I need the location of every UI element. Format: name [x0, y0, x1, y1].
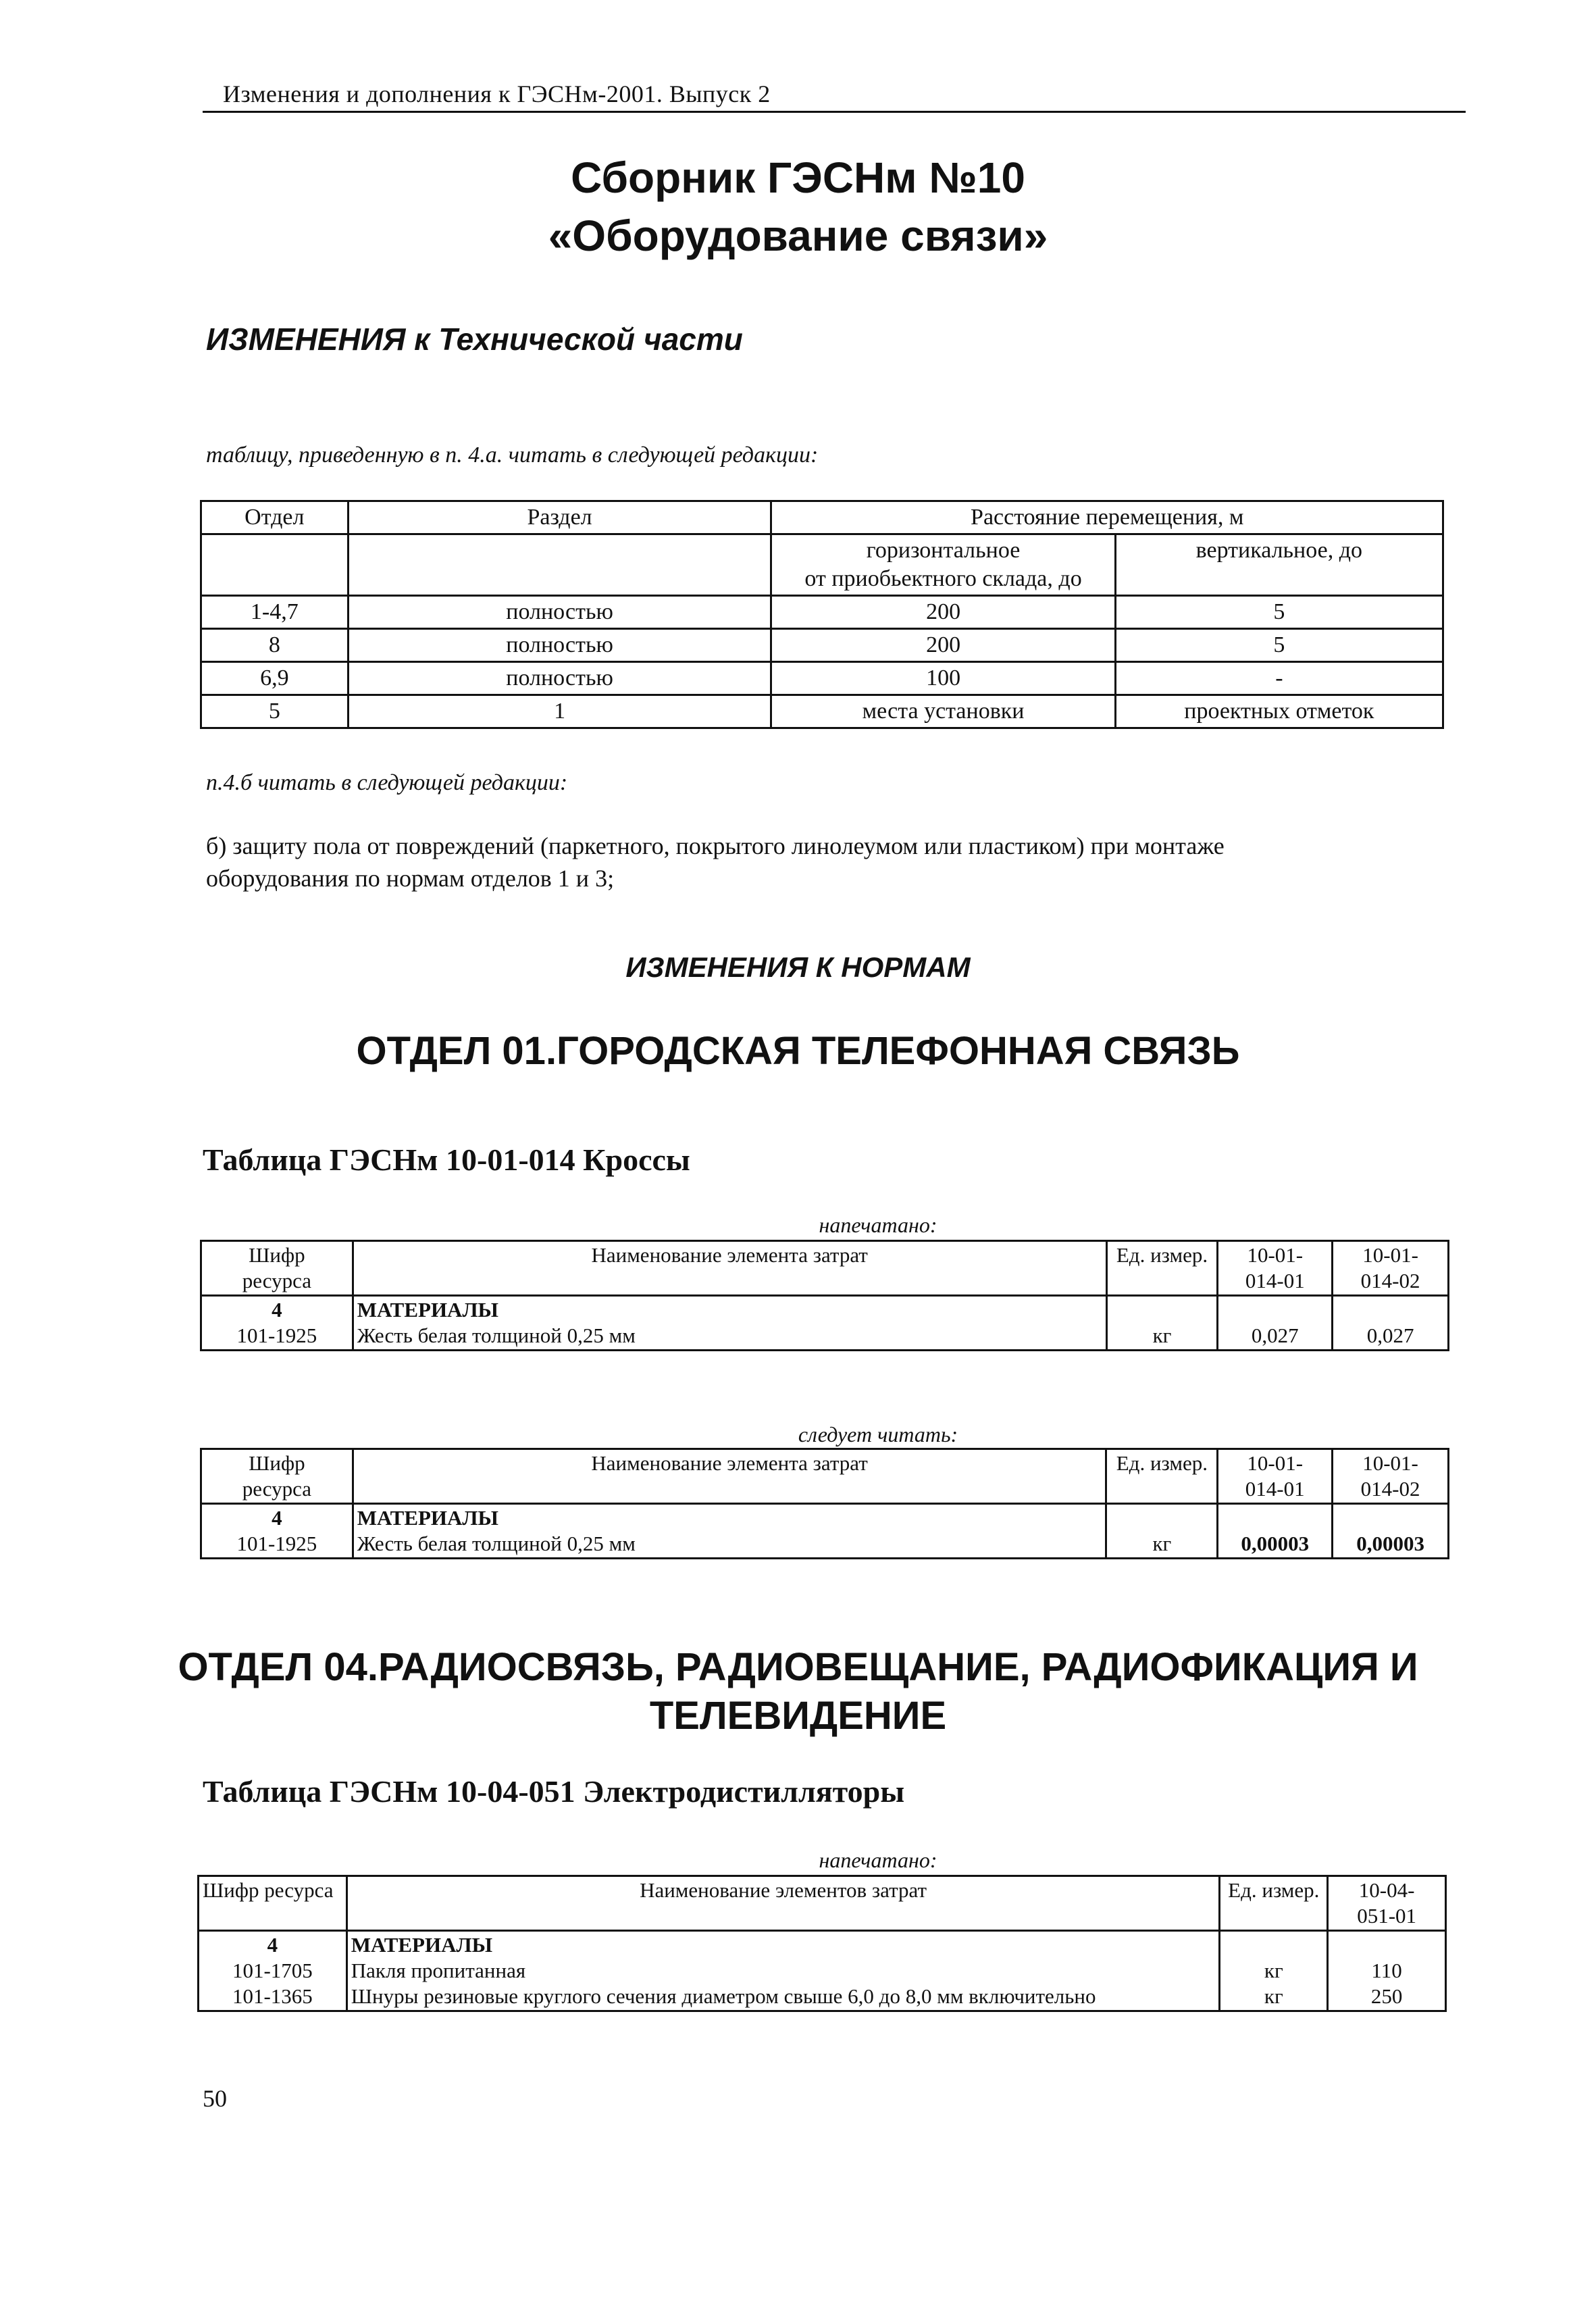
distance-table-subheader	[201, 534, 1443, 596]
resource-unit: кг	[1264, 1959, 1283, 1982]
resource-value-2: 0,00003	[1356, 1532, 1424, 1555]
table-row	[201, 1296, 1449, 1351]
resource-value-1: 0,027	[1251, 1324, 1299, 1347]
header-code	[201, 1241, 353, 1296]
header-code: Шифр ресурса	[199, 1876, 347, 1931]
resource-name: Шнуры резиновые круглого сечения диаметром свыше 6,0 до 8,0 мм включительно	[351, 1984, 1096, 2008]
cell-dept: 8	[201, 629, 349, 662]
header-code-line1: Шифр	[249, 1451, 305, 1475]
cell-section: 1	[348, 695, 771, 728]
header-col1-line1: 10-01-	[1247, 1243, 1304, 1267]
header-code-line2: ресурса	[242, 1269, 311, 1292]
header-unit: Ед. измер.	[1106, 1449, 1218, 1504]
cell-col2	[1333, 1504, 1449, 1559]
header-col1	[1218, 1449, 1333, 1504]
group-code: 4	[267, 1933, 278, 1957]
header-col1-line2: 014-01	[1245, 1269, 1305, 1292]
table-row	[201, 596, 1443, 629]
header-horizontal	[771, 534, 1115, 596]
table-10-01-014-title: Таблица ГЭСНм 10-01-014 Кроссы	[203, 1142, 690, 1177]
header-col1	[1328, 1876, 1446, 1931]
section-04-title-line2: ТЕЛЕВИДЕНИЕ	[649, 1694, 947, 1738]
header-code-line2: ресурса	[242, 1477, 311, 1501]
cell-vertical: 5	[1115, 629, 1443, 662]
printed-caption: напечатано:	[819, 1213, 937, 1237]
header-col2-line1: 10-01-	[1362, 1451, 1418, 1475]
collection-title-line2: «Оборудование связи»	[548, 211, 1048, 260]
resource-name: Жесть белая толщиной 0,25 мм	[357, 1532, 636, 1555]
resource-code: 101-1365	[232, 1984, 313, 2008]
header-distance: Расстояние перемещения, м	[771, 501, 1443, 534]
header-section: Раздел	[348, 501, 771, 534]
cell-section: полностью	[348, 629, 771, 662]
table-10-01-014-corrected	[200, 1448, 1449, 1559]
header-col1-line1: 10-01-	[1247, 1451, 1304, 1475]
resource-value-1: 110	[1371, 1959, 1402, 1982]
cell-dept: 1-4,7	[201, 596, 349, 629]
table-header-row	[201, 1241, 1449, 1296]
resource-code: 101-1925	[236, 1324, 317, 1347]
section-04-title-line1: ОТДЕЛ 04.РАДИОСВЯЗЬ, РАДИОВЕЩАНИЕ, РАДИОФИКАЦИЯ И	[178, 1645, 1418, 1689]
header-horizontal-line2: от приобьектного склада, до	[804, 566, 1082, 591]
group-name: МАТЕРИАЛЫ	[357, 1298, 498, 1322]
table-row	[201, 695, 1443, 728]
resource-value-1: 250	[1370, 1984, 1403, 2008]
header-col1	[1218, 1241, 1333, 1296]
header-horizontal-line1: горизонтальное	[866, 538, 1021, 563]
cell-vertical: проектных отметок	[1115, 695, 1443, 728]
header-name: Наименование элемента затрат	[353, 1449, 1106, 1504]
header-unit: Ед. измер.	[1106, 1241, 1218, 1296]
cell-col1	[1218, 1296, 1333, 1351]
running-header: Изменения и дополнения к ГЭСНм-2001. Выпуск 2	[223, 80, 771, 107]
resource-value-1: 0,00003	[1241, 1532, 1310, 1555]
header-vertical: вертикальное, до	[1115, 534, 1443, 596]
cell-name	[353, 1504, 1106, 1559]
cell-unit	[1220, 1931, 1328, 2011]
header-col2-line1: 10-01-	[1362, 1243, 1418, 1267]
header-col1-line2: 051-01	[1357, 1904, 1417, 1928]
subheader-empty	[348, 534, 771, 596]
cell-horizontal: 100	[771, 662, 1115, 695]
resource-unit: кг	[1152, 1532, 1172, 1555]
header-name: Наименование элемента затрат	[353, 1241, 1106, 1296]
header-col2	[1333, 1449, 1449, 1504]
header-code-line1: Шифр	[249, 1243, 305, 1267]
cell-vertical: 5	[1115, 596, 1443, 629]
resource-code: 101-1925	[236, 1532, 317, 1555]
cell-dept: 6,9	[201, 662, 349, 695]
header-rule	[203, 111, 1466, 113]
group-code: 4	[272, 1506, 282, 1530]
header-dept: Отдел	[201, 501, 349, 534]
resource-unit: кг	[1152, 1324, 1172, 1347]
group-name: МАТЕРИАЛЫ	[357, 1506, 498, 1530]
collection-title-line1: Сборник ГЭСНм №10	[571, 153, 1025, 202]
header-col2	[1333, 1241, 1449, 1296]
tech-part-note-4b: п.4.б читать в следующей редакции:	[206, 770, 568, 795]
norms-heading: ИЗМЕНЕНИЯ К НОРМАМ	[625, 951, 971, 983]
table-10-04-051-title: Таблица ГЭСНм 10-04-051 Электродистилляторы	[203, 1774, 905, 1809]
paragraph-4b-line2: оборудования по нормам отделов 1 и 3;	[206, 865, 615, 892]
table-row	[201, 629, 1443, 662]
cell-unit	[1106, 1504, 1218, 1559]
page-number: 50	[203, 2085, 227, 2112]
cell-col1	[1328, 1931, 1446, 2011]
cell-code	[199, 1931, 347, 2011]
resource-unit: кг	[1264, 1984, 1283, 2008]
group-name: МАТЕРИАЛЫ	[351, 1933, 493, 1957]
resource-name: Жесть белая толщиной 0,25 мм	[357, 1324, 636, 1347]
table-row	[199, 1931, 1446, 2011]
distance-table	[200, 500, 1444, 729]
cell-horizontal: 200	[771, 596, 1115, 629]
table-10-04-051-printed	[197, 1875, 1447, 2012]
paragraph-4b	[206, 830, 1225, 895]
distance-table-header	[201, 501, 1443, 534]
cell-unit	[1106, 1296, 1218, 1351]
paragraph-4b-line1: б) защиту пола от повреждений (паркетного, покрытого линолеумом или пластиком) при монтаже	[206, 832, 1225, 859]
header-col2-line2: 014-02	[1360, 1269, 1420, 1292]
header-col1-line1: 10-04-	[1358, 1878, 1415, 1902]
cell-horizontal: 200	[771, 629, 1115, 662]
resource-code: 101-1705	[232, 1959, 313, 1982]
header-col2-line2: 014-02	[1360, 1477, 1420, 1501]
section-04-title	[0, 1643, 1596, 1740]
cell-section: полностью	[348, 662, 771, 695]
table-row	[201, 1504, 1449, 1559]
tech-part-heading: ИЗМЕНЕНИЯ к Технической части	[206, 322, 743, 357]
cell-col2	[1333, 1296, 1449, 1351]
section-01-title: ОТДЕЛ 01.ГОРОДСКАЯ ТЕЛЕФОННАЯ СВЯЗЬ	[356, 1029, 1240, 1073]
table-10-01-014-printed	[200, 1240, 1449, 1351]
subheader-empty	[201, 534, 349, 596]
tech-part-note: таблицу, приведенную в п. 4.а. читать в следующей редакции:	[206, 443, 819, 468]
header-col1-line2: 014-01	[1245, 1477, 1305, 1501]
resource-value-2: 0,027	[1366, 1324, 1414, 1347]
header-code	[201, 1449, 353, 1504]
table-header-row	[201, 1449, 1449, 1504]
norms-heading-wrap	[0, 951, 1596, 984]
header-unit: Ед. измер.	[1220, 1876, 1328, 1931]
printed-caption-04: напечатано:	[819, 1848, 937, 1872]
cell-code	[201, 1504, 353, 1559]
cell-code	[201, 1296, 353, 1351]
table-header-row	[199, 1876, 1446, 1931]
cell-col1	[1218, 1504, 1333, 1559]
resource-name: Пакля пропитанная	[351, 1959, 526, 1982]
cell-name	[346, 1931, 1220, 2011]
cell-vertical: -	[1115, 662, 1443, 695]
cell-name	[353, 1296, 1106, 1351]
corrected-caption: следует читать:	[798, 1422, 958, 1447]
table-row	[201, 662, 1443, 695]
cell-dept: 5	[201, 695, 349, 728]
collection-title	[0, 149, 1596, 265]
cell-horizontal: места установки	[771, 695, 1115, 728]
cell-section: полностью	[348, 596, 771, 629]
header-name: Наименование элементов затрат	[346, 1876, 1220, 1931]
group-code: 4	[272, 1298, 282, 1322]
